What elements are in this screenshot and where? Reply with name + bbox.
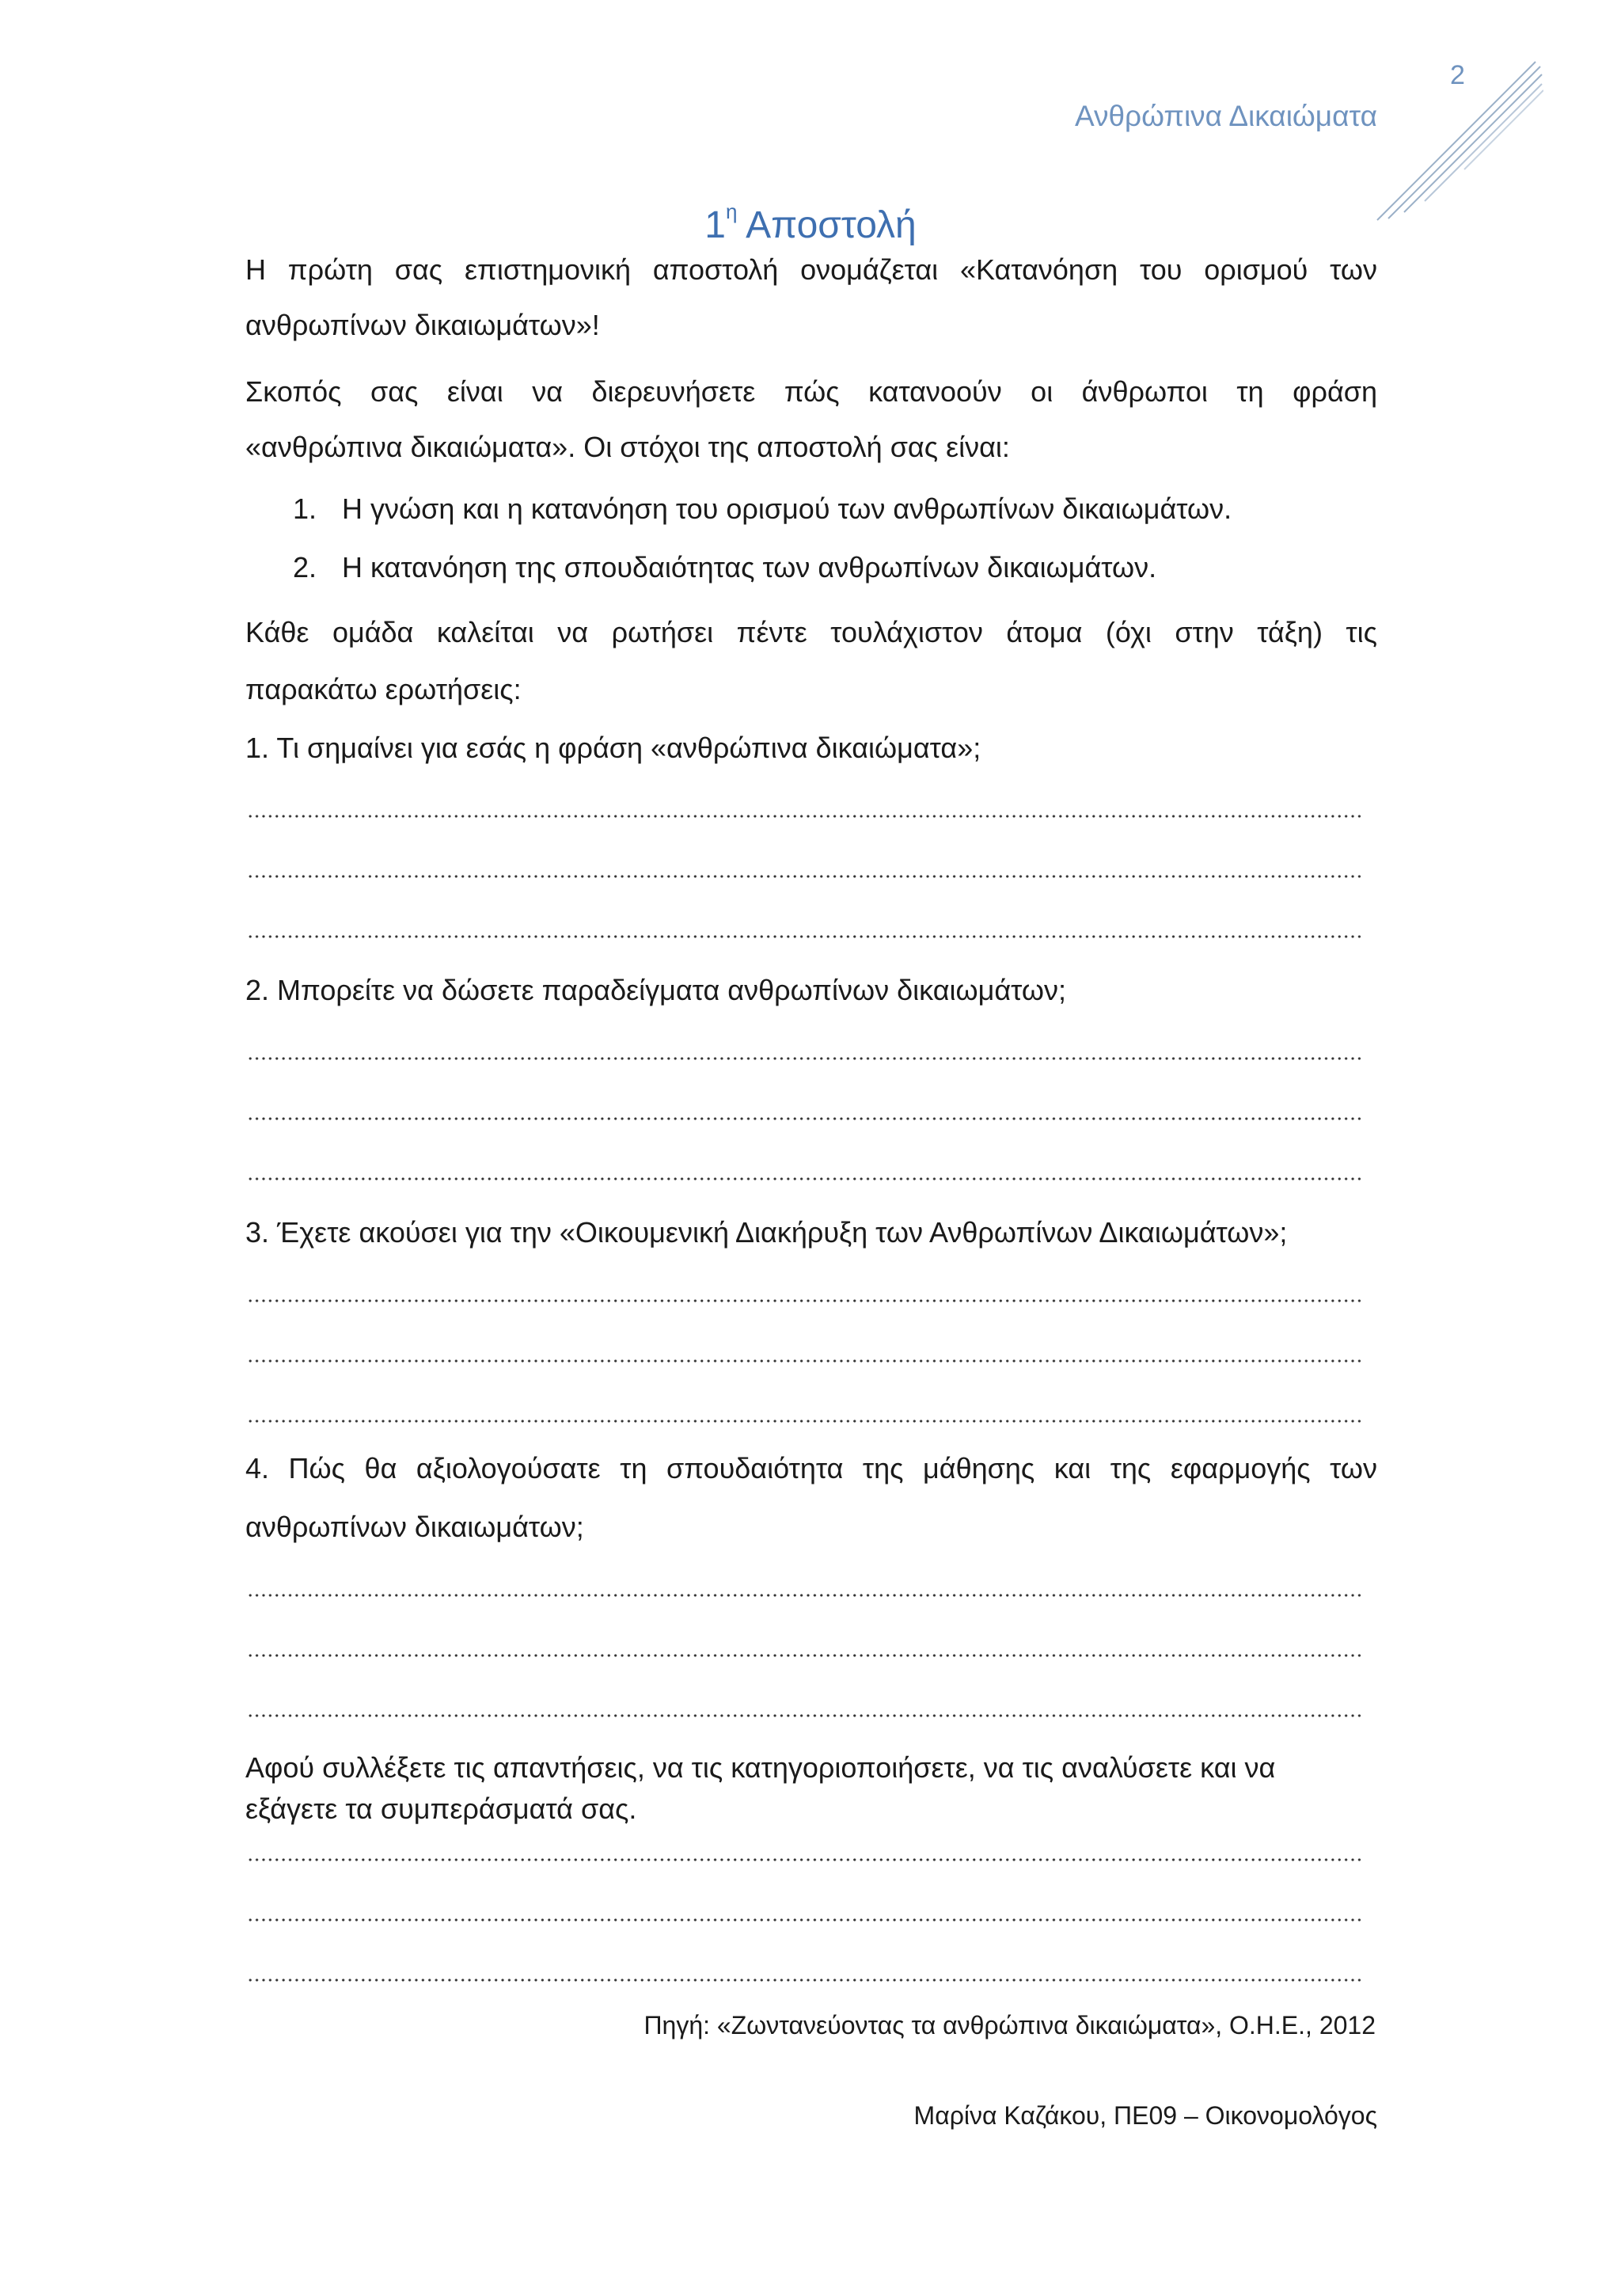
answer-line[interactable] — [247, 814, 1363, 819]
question-4-line1: 4. Πώς θα αξιολογούσατε τη σπουδαιότητα της μάθησης και της εφαρμογής των — [245, 1452, 1377, 1484]
answer-line[interactable] — [247, 1359, 1363, 1363]
answer-line[interactable] — [247, 1419, 1363, 1424]
answer-line[interactable] — [247, 874, 1363, 879]
answer-line[interactable] — [247, 1116, 1363, 1121]
mission-word: Αποστολή — [746, 204, 917, 246]
question-3: 3. Έχετε ακούσει για την «Οικουμενική Διακήρυξη των Ανθρωπίνων Δικαιωμάτων»; — [245, 1216, 1288, 1249]
intro-p1-line1: Η πρώτη σας επιστημονική αποστολή ονομάζεται «Κατανόηση του ορισμού των — [245, 253, 1377, 286]
answer-line[interactable] — [247, 1056, 1363, 1061]
goal-item-1 — [293, 492, 1232, 526]
goal-text: Η γνώση και η κατανόηση του ορισμού των ανθρωπίνων δικαιωμάτων. — [342, 492, 1232, 525]
answer-line[interactable] — [247, 1978, 1363, 1982]
answer-line[interactable] — [247, 1653, 1363, 1658]
answer-line[interactable] — [247, 1713, 1363, 1718]
goal-number: 2. — [293, 551, 317, 584]
answer-line[interactable] — [247, 1593, 1363, 1598]
answer-line[interactable] — [247, 1918, 1363, 1922]
goal-text: Η κατανόηση της σπουδαιότητας των ανθρωπίνων δικαιωμάτων. — [342, 551, 1157, 584]
footer-author: Μαρίνα Καζάκου, ΠΕ09 – Οικονομολόγος — [913, 2101, 1377, 2130]
page-number: 2 — [1450, 60, 1465, 90]
question-2: 2. Μπορείτε να δώσετε παραδείγματα ανθρωπίνων δικαιωμάτων; — [245, 974, 1067, 1006]
conclusion-line1: Αφού συλλέξετε τις απαντήσεις, να τις κατηγοριοποιήσετε, να τις αναλύσετε και να — [245, 1751, 1276, 1784]
goal-number: 1. — [293, 492, 317, 525]
intro-p2-line2: «ανθρώπινα δικαιώματα». Οι στόχοι της αποστολή σας είναι: — [245, 431, 1010, 463]
goal-item-2 — [293, 551, 1156, 584]
header-title: Ανθρώπινα Δικαιώματα — [1074, 100, 1377, 132]
question-1: 1. Τι σημαίνει για εσάς η φράση «ανθρώπινα δικαιώματα»; — [245, 732, 981, 764]
conclusion-line2: εξάγετε τα συμπεράσματά σας. — [245, 1792, 637, 1825]
instructions-line2: παρακάτω ερωτήσεις: — [245, 673, 522, 705]
mission-title — [0, 200, 1621, 247]
answer-line[interactable] — [247, 1857, 1363, 1862]
answer-line[interactable] — [247, 934, 1363, 939]
question-4-line2: ανθρωπίνων δικαιωμάτων; — [245, 1511, 584, 1543]
intro-p1-line2: ανθρωπίνων δικαιωμάτων»! — [245, 309, 600, 341]
mission-number: 1 — [704, 204, 726, 246]
mission-superscript: η — [726, 200, 738, 223]
answer-line[interactable] — [247, 1298, 1363, 1303]
source-citation: Πηγή: «Ζωντανεύοντας τα ανθρώπινα δικαιώματα», Ο.Η.Ε., 2012 — [643, 2011, 1376, 2039]
instructions-line1: Κάθε ομάδα καλείται να ρωτήσει πέντε τουλάχιστον άτομα (όχι στην τάξη) τις — [245, 616, 1377, 648]
answer-line[interactable] — [247, 1177, 1363, 1181]
intro-p2-line1: Σκοπός σας είναι να διερευνήσετε πώς κατανοούν οι άνθρωποι τη φράση — [245, 375, 1377, 408]
